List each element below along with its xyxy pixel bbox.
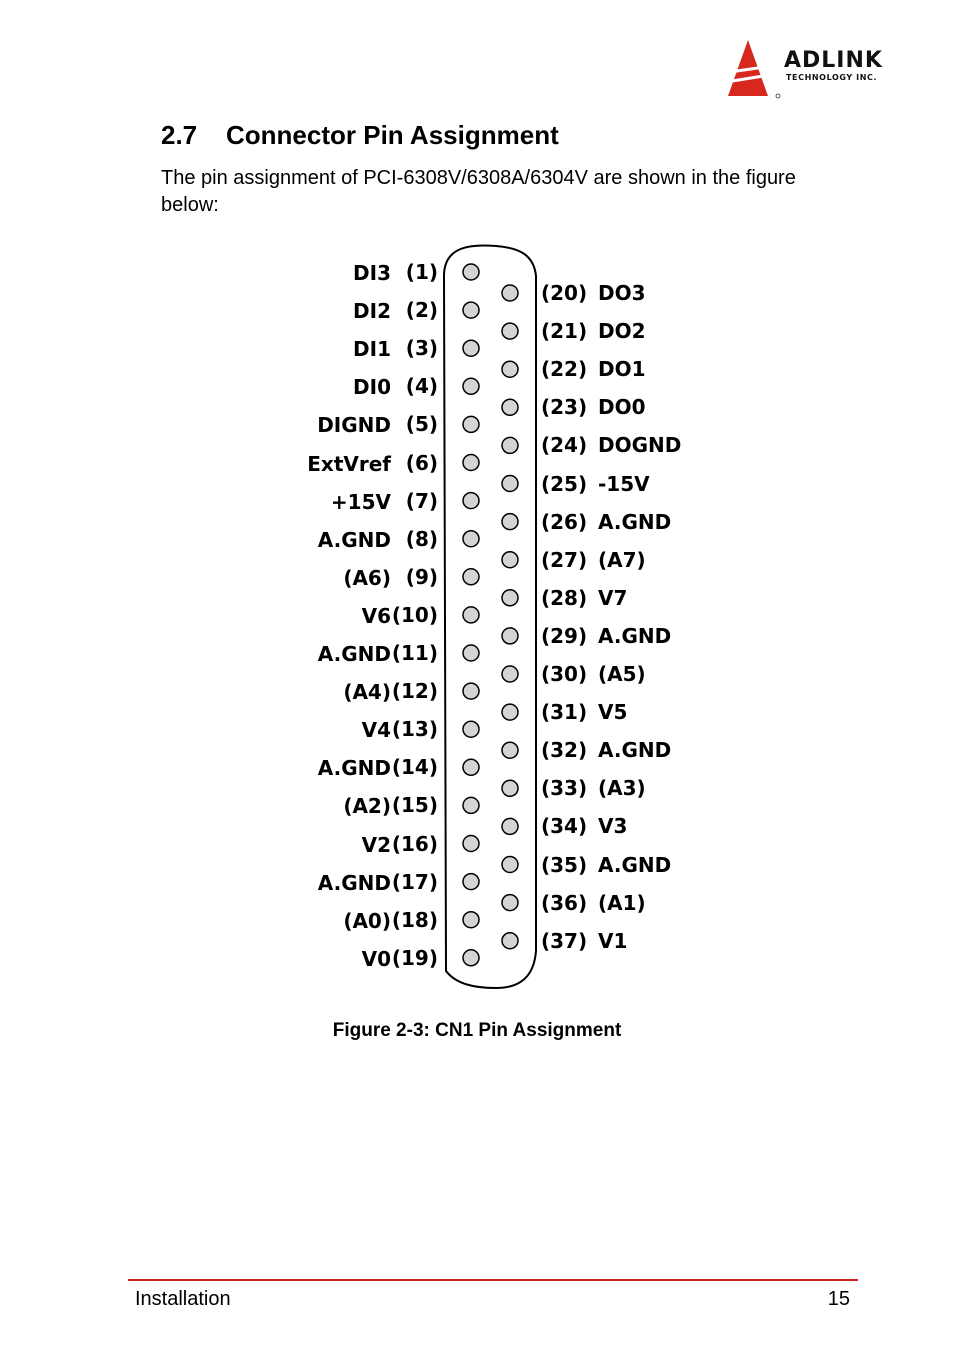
right-pin-signal: (A7): [598, 547, 646, 572]
right-pin-signal: V1: [598, 928, 628, 953]
pin-hole-left: [463, 416, 479, 432]
right-pin-signal: V7: [598, 585, 628, 610]
left-pin-number: (11): [391, 641, 438, 665]
right-pin-signal: A.GND: [598, 738, 672, 763]
right-pin-number: (36): [541, 890, 588, 915]
right-pin-signal: V3: [598, 814, 628, 839]
section-heading: [161, 120, 559, 151]
left-pin-number: (5): [405, 412, 438, 437]
pin-hole-left: [463, 950, 479, 966]
pin-hole-left: [463, 531, 479, 547]
left-pin-number: (9): [405, 564, 438, 589]
right-pin-number: (24): [541, 433, 588, 458]
right-pin-number: (20): [541, 281, 588, 305]
right-pin-signal: A.GND: [598, 852, 672, 877]
logo-subtitle: TECHNOLOGY INC.: [786, 73, 878, 82]
pin-hole-right: [502, 666, 518, 682]
right-pin-signal: (A3): [598, 776, 646, 801]
pin-hole-left: [463, 607, 479, 623]
pin-hole-right: [502, 514, 518, 530]
pin-hole-left: [463, 455, 479, 471]
left-pin-number: (13): [391, 717, 438, 742]
right-pin-signal: DOGND: [598, 433, 682, 458]
right-pin-signal: DO3: [598, 281, 646, 305]
right-pin-signal: -15V: [598, 471, 650, 496]
right-pin-number: (22): [541, 357, 588, 382]
figure-caption: Figure 2-3: CN1 Pin Assignment: [332, 1020, 622, 1041]
left-pin-signal: +15V: [330, 489, 391, 514]
pin-hole-left: [463, 912, 479, 928]
pin-hole-right: [502, 857, 518, 873]
adlink-logo: [722, 38, 912, 100]
left-pin-number: (16): [391, 831, 438, 856]
pin-hole-right: [502, 895, 518, 911]
pin-hole-right: [502, 590, 518, 606]
left-pin-number: (15): [391, 793, 438, 818]
pin-hole-left: [463, 302, 479, 318]
left-pin-signal: A.GND: [317, 870, 391, 895]
pin-hole-left: [463, 264, 479, 280]
pin-hole-right: [502, 437, 518, 453]
pin-hole-right: [502, 285, 518, 301]
pin-hole-right: [502, 361, 518, 377]
pin-hole-left: [463, 493, 479, 509]
left-pin-signal: (A0): [343, 908, 391, 933]
left-pin-number: (6): [405, 450, 438, 475]
left-pin-signal: (A2): [343, 794, 391, 819]
pin-hole-right: [502, 818, 518, 834]
right-pin-number: (23): [541, 395, 588, 420]
pin-hole-right: [502, 476, 518, 492]
left-pin-signal: DI0: [353, 375, 391, 400]
footer-section: Installation: [135, 1288, 231, 1310]
pin-assignment-figure: [296, 236, 696, 996]
right-pin-number: (21): [541, 319, 588, 344]
right-pin-number: (28): [541, 585, 588, 610]
pin-hole-left: [463, 836, 479, 852]
page-number: 15: [827, 1288, 850, 1310]
left-pin-signal: A.GND: [317, 527, 391, 552]
right-pin-number: (30): [541, 662, 588, 686]
left-pin-signal: V4: [361, 718, 391, 743]
left-pin-number: (14): [391, 755, 438, 780]
right-pin-number: (35): [541, 852, 588, 877]
left-pin-number: (19): [391, 945, 438, 970]
left-pin-number: (8): [405, 526, 438, 551]
pin-hole-right: [502, 628, 518, 644]
left-pin-signal: A.GND: [317, 756, 391, 781]
left-pin-signal: DIGND: [317, 413, 391, 438]
pin-hole-left: [463, 874, 479, 890]
logo-name: ADLINK: [784, 48, 883, 73]
right-pin-number: (31): [541, 700, 588, 725]
left-pin-signal: V0: [361, 946, 391, 971]
right-pin-number: (37): [541, 928, 588, 953]
pin-hole-left: [463, 340, 479, 356]
pin-hole-right: [502, 780, 518, 796]
right-pin-signal: DO0: [598, 395, 646, 420]
left-pin-number: (7): [405, 488, 438, 513]
left-pin-number: (3): [405, 336, 438, 361]
left-pin-signal: DI2: [353, 299, 391, 324]
pin-hole-left: [463, 569, 479, 585]
right-pin-signal: V5: [598, 700, 628, 725]
pin-hole-left: [463, 759, 479, 775]
right-pin-signal: A.GND: [598, 509, 672, 534]
left-pin-number: (1): [405, 260, 438, 284]
right-pin-signal: DO2: [598, 319, 646, 344]
right-pin-number: (29): [541, 623, 588, 648]
right-pin-number: (25): [541, 471, 588, 496]
right-pin-signal: (A5): [598, 662, 646, 686]
left-pin-signal: A.GND: [317, 642, 391, 666]
left-pin-number: (18): [391, 907, 438, 932]
adlink-mark-icon: [722, 38, 782, 100]
section-title: Connector Pin Assignment: [226, 120, 559, 150]
right-pin-signal: DO1: [598, 357, 646, 382]
right-pin-number: (26): [541, 509, 588, 534]
left-pin-number: (4): [405, 374, 438, 399]
right-pin-number: (27): [541, 547, 588, 572]
left-pin-signal: (A4): [343, 680, 391, 705]
right-pin-signal: (A1): [598, 890, 646, 915]
pin-hole-left: [463, 721, 479, 737]
pin-hole-right: [502, 399, 518, 415]
left-pin-number: (2): [405, 298, 438, 323]
left-pin-signal: DI1: [353, 337, 391, 362]
left-pin-signal: (A6): [343, 565, 391, 590]
pin-hole-left: [463, 797, 479, 813]
right-pin-number: (33): [541, 776, 588, 801]
pin-hole-left: [463, 645, 479, 661]
left-pin-signal: ExtVref: [307, 451, 391, 476]
pin-hole-left: [463, 683, 479, 699]
right-pin-signal: A.GND: [598, 623, 672, 648]
right-pin-number: (34): [541, 814, 588, 839]
intro-paragraph: The pin assignment of PCI-6308V/6308A/6304V are shown in the figure below:: [161, 167, 796, 216]
pin-hole-right: [502, 933, 518, 949]
left-pin-signal: V6: [361, 603, 391, 628]
section-number: 2.7: [161, 120, 198, 150]
pin-hole-left: [463, 378, 479, 394]
pin-hole-right: [502, 323, 518, 339]
left-pin-signal: DI3: [353, 261, 391, 285]
left-pin-number: (17): [391, 869, 438, 894]
left-pin-number: (10): [391, 602, 438, 627]
right-pin-number: (32): [541, 738, 588, 763]
pin-hole-right: [502, 742, 518, 758]
left-pin-number: (12): [391, 679, 438, 704]
left-pin-signal: V2: [361, 832, 391, 857]
footer-divider: [128, 1279, 858, 1281]
pin-hole-right: [502, 704, 518, 720]
pin-hole-right: [502, 552, 518, 568]
